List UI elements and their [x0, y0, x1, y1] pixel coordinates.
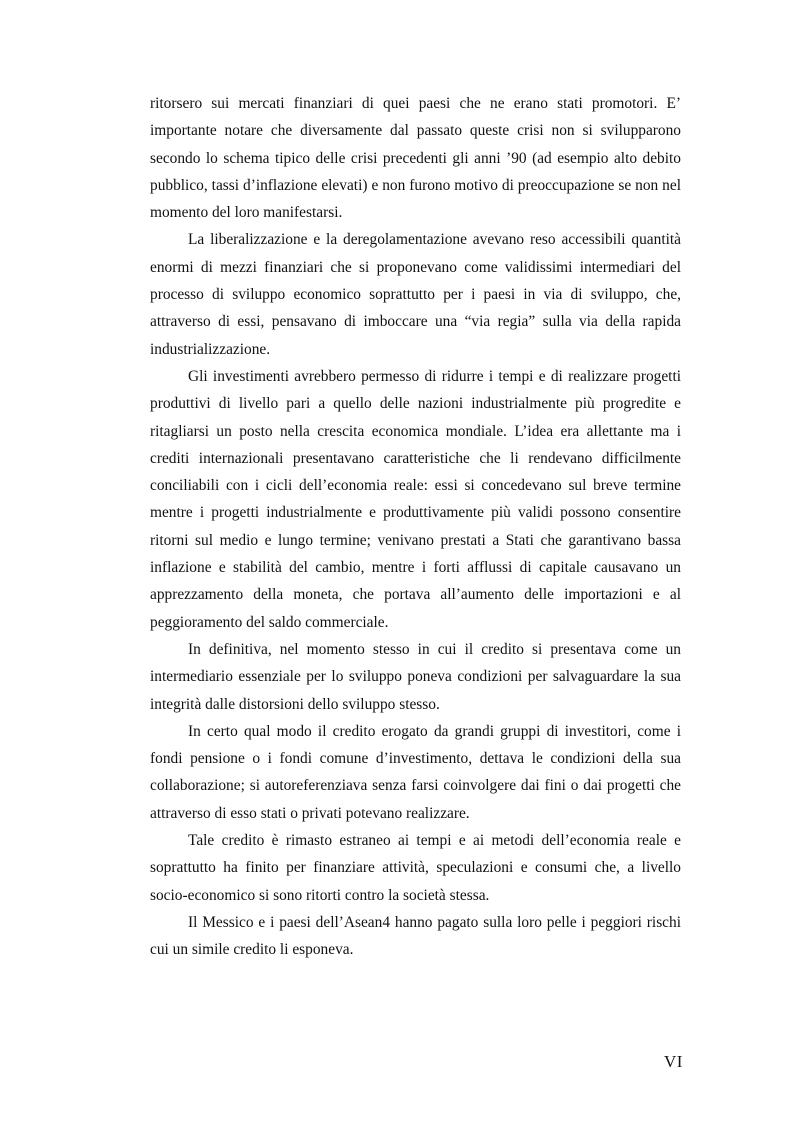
paragraph-credit-estranged: Tale credito è rimasto estraneo ai tempi e ai metodi dell’economia reale e soprattutto ha finito per finanziare attività, speculazioni e consumi che, a livello socio-economico si sono ritorti contro la società stessa.	[150, 832, 681, 904]
document-body	[150, 90, 681, 964]
paragraph-definitively: In definitiva, nel momento stesso in cui il credito si presentava come un intermediario essenziale per lo sviluppo poneva condizioni per salvaguardare la sua integrità dalle distorsioni dello sviluppo stesso.	[150, 640, 681, 713]
paragraph-liberalization: La liberalizzazione e la deregolamentazione avevano reso accessibili quantità enormi di mezzi finanziari che si proponevano come validissimi intermediari del processo di sviluppo economico soprattutto per i paesi in via di sviluppo, che, attraverso di essi, pensavano di imboccare una “via regia” sulla via della rapida industrializzazione.	[150, 231, 681, 358]
paragraph-investments: Gli investimenti avrebbero permesso di ridurre i tempi e di realizzare progetti produttivi di livello pari a quello delle nazioni industrialmente più progredite e ritagliarsi un posto nella crescita economica mondiale. L’idea era allettante ma i crediti internazionali presentavano caratteristiche che li rendevano difficilmente conciliabili con i cicli dell’economia reale: essi si concedevano sul breve termine mentre i progetti industrialmente e produttivamente più validi possono consentire ritorni sul medio e lungo termine; venivano prestati a Stati che garantivano bassa inflazione e stabilità del cambio, mentre i forti afflussi di capitale causavano un apprezzamento della moneta, che portava all’aumento delle importazioni e al peggioramento del saldo commerciale.	[150, 367, 681, 631]
page-number: VI	[664, 1052, 683, 1071]
paragraph-mexico-asean: Il Messico e i paesi dell’Asean4 hanno pagato sulla loro pelle i peggiori rischi cui un simile credito li esponeva.	[150, 913, 681, 959]
paragraph-credit-conditions: In certo qual modo il credito erogato da grandi gruppi di investitori, come i fondi pensione o i fondi comune d’investimento, dettava le condizioni della sua collaborazione; si autoreferenziava senza farsi coinvolgere dai fini o dai progetti che attraverso di esso stati o privati potevano realizzare.	[150, 722, 681, 822]
paragraph-continuation: ritorsero sui mercati finanziari di quei paesi che ne erano stati promotori. E’ importante notare che diversamente dal passato queste crisi non si svilupparono secondo lo schema tipico delle crisi precedenti gli anni ’90 (ad esempio alto debito pubblico, tassi d’inflazione elevati) e non furono motivo di preoccupazione se non nel momento del loro manifestarsi.	[150, 95, 681, 222]
